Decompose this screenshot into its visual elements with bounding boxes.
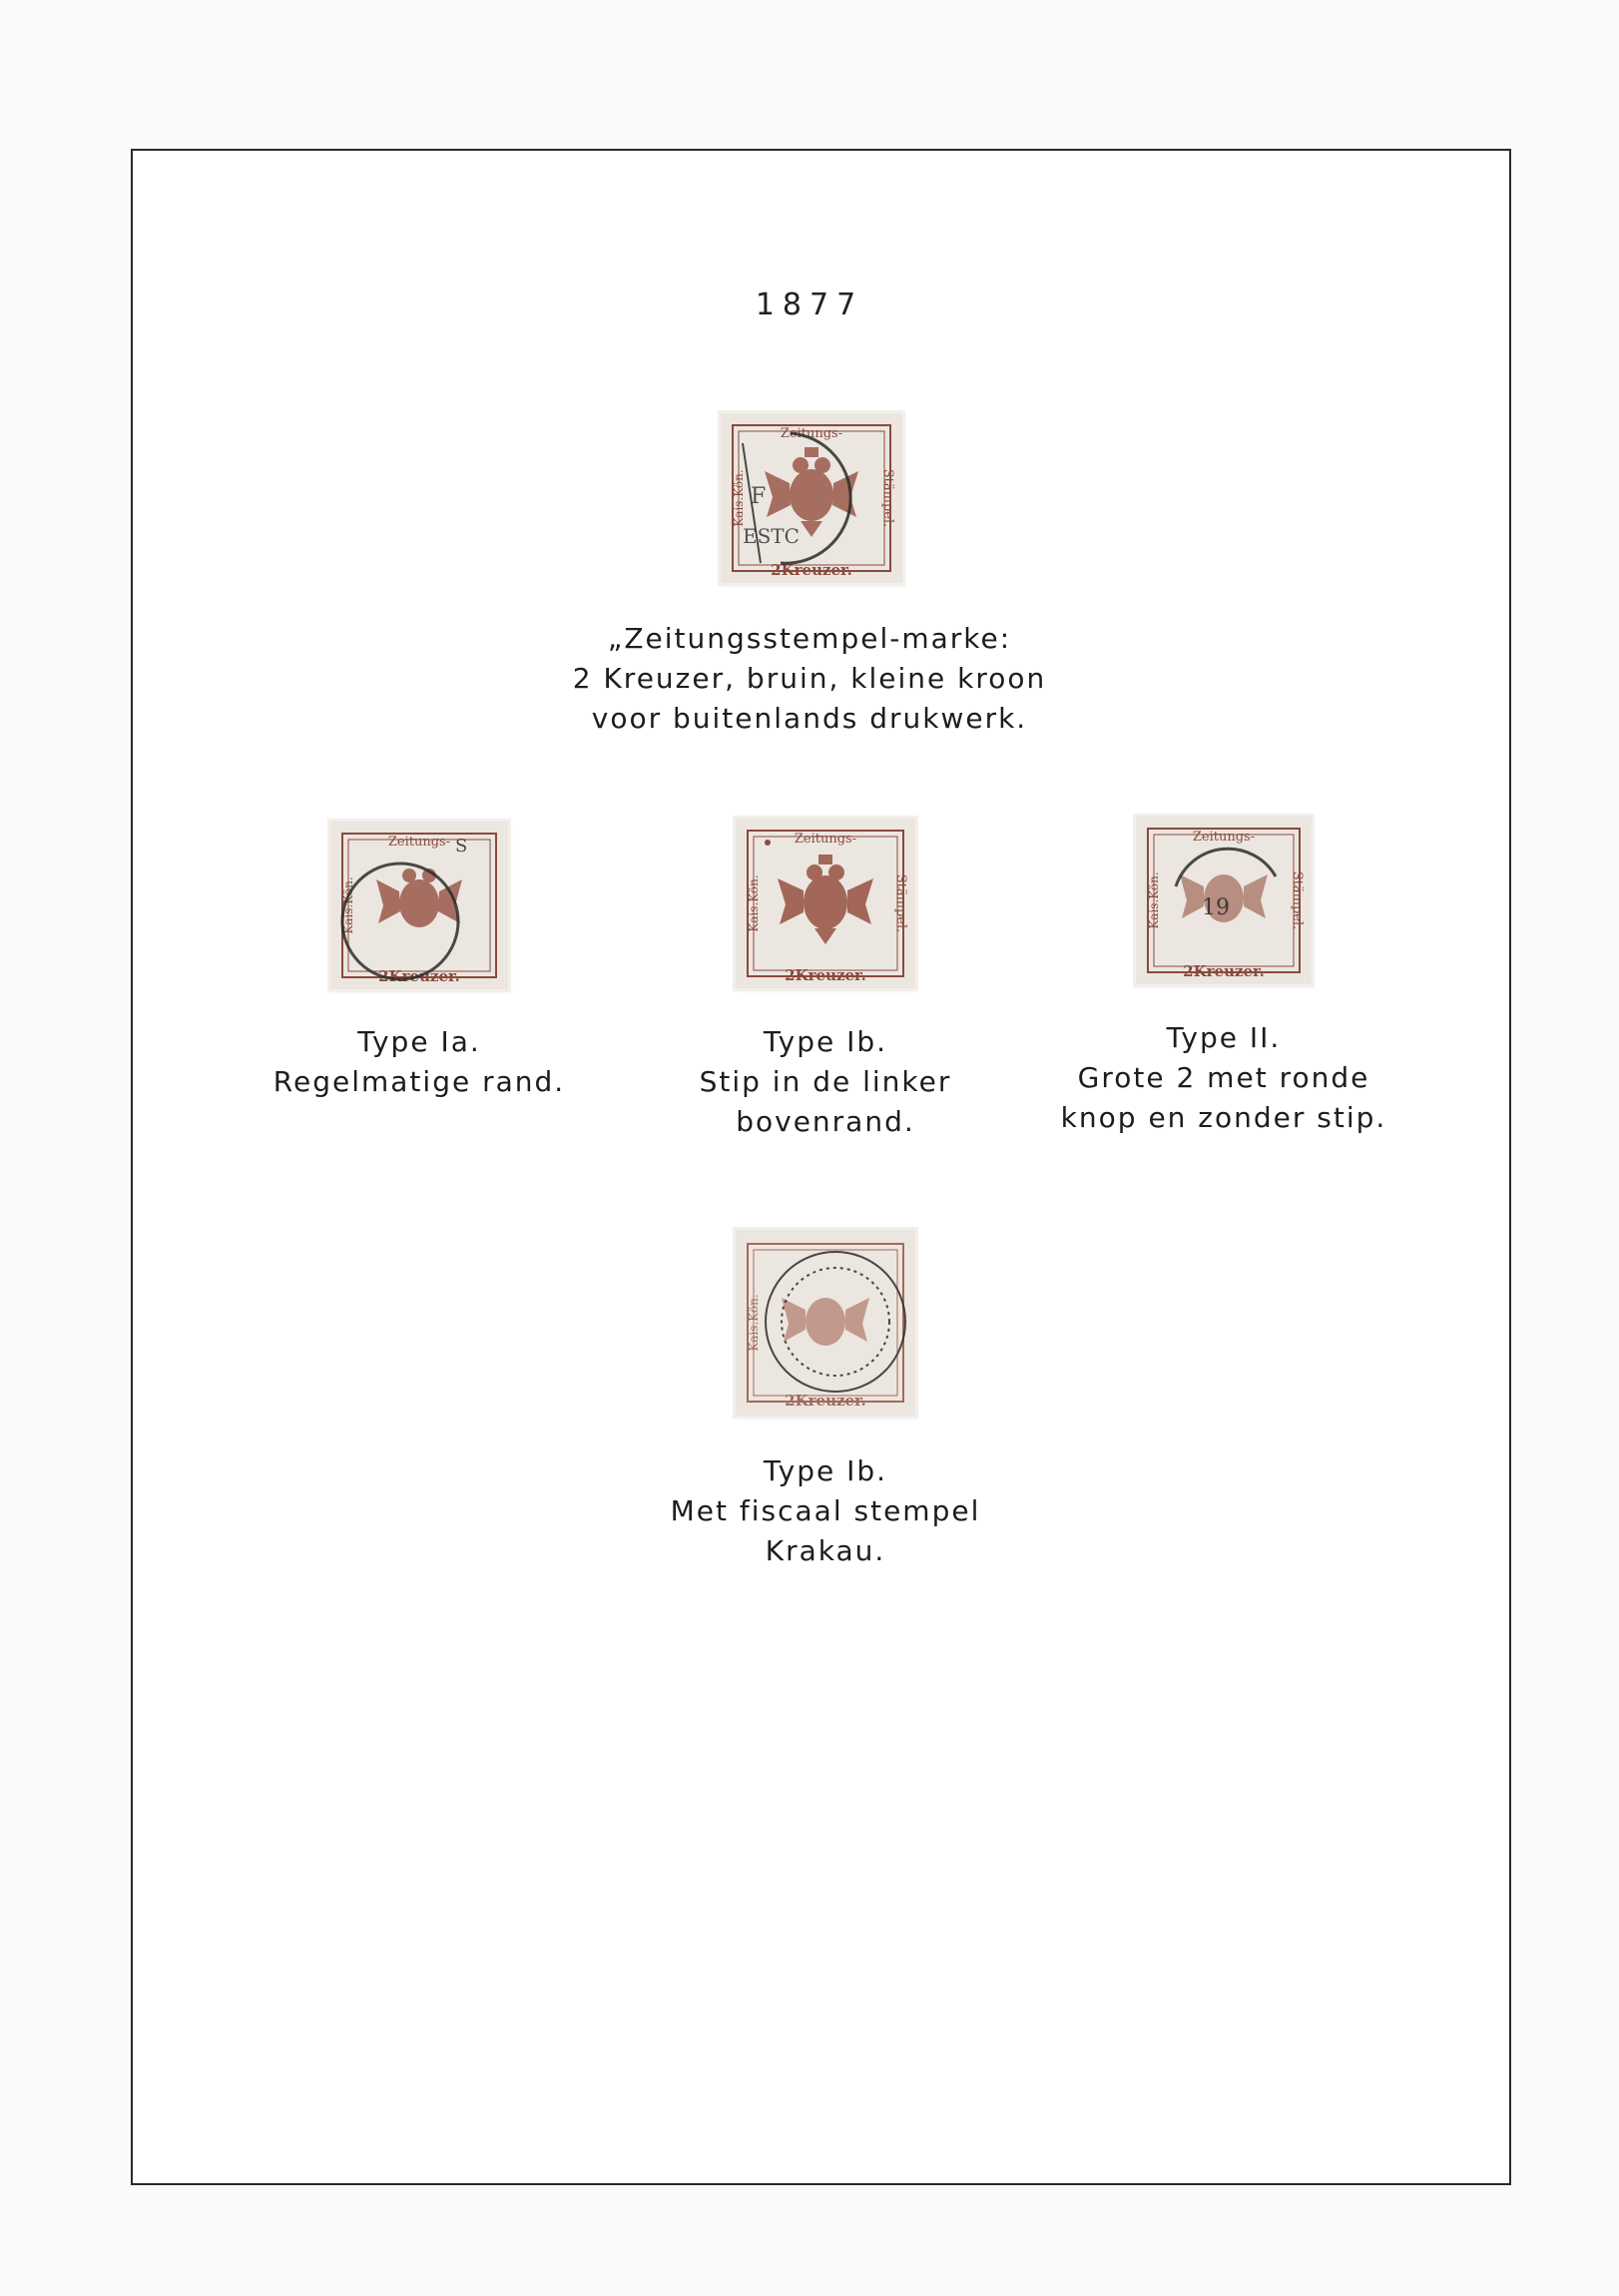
stamp-main-top-text: Zeitungs-	[780, 426, 843, 441]
caption-line: Type II.	[1166, 1021, 1282, 1054]
stamp-bottom-text: 2Kreuzer.	[785, 1392, 866, 1410]
page-year: 1877	[755, 287, 864, 322]
stamp-left-text: Kais.Kön.	[747, 1294, 761, 1352]
stamp-left-text: Kais.Kön.	[747, 874, 761, 932]
stamp-top-text: Zeitungs-	[794, 832, 857, 847]
stamp-type-ia-image	[330, 822, 508, 989]
stamp-top-text: Zeitungs-	[387, 835, 451, 850]
stamp-bottom-text: 2Kreuzer.	[785, 966, 866, 984]
stamp-type-ii-image	[1136, 817, 1312, 984]
caption-line: Type Ia.	[357, 1025, 481, 1058]
stamp-type-ib	[736, 819, 915, 988]
main-caption	[530, 619, 1089, 739]
main-caption-line: 2 Kreuzer, bruin, kleine kroon	[572, 662, 1047, 695]
stamp-type-ib-fiscal	[736, 1230, 915, 1416]
caption-type-ia	[230, 1022, 609, 1102]
stamp-right-text: Stämpel.	[1290, 870, 1305, 930]
stamp-main	[721, 413, 902, 583]
caption-line: Stip in de linker	[699, 1065, 952, 1098]
stamp-main-left-text: Kais.Kön.	[732, 469, 746, 527]
stamp-main-right-text: Stämpel.	[880, 468, 895, 528]
stamp-bottom-text: 2Kreuzer.	[1183, 962, 1265, 980]
caption-line: Regelmatige rand.	[272, 1065, 566, 1098]
stamp-left-text: Kais.Kön.	[341, 876, 355, 934]
stamp-type-ib-fiscal-image	[736, 1230, 915, 1416]
svg-text:ESTC: ESTC	[743, 524, 800, 548]
caption-type-ib-fiscal	[636, 1451, 1015, 1571]
caption-line: Type Ib.	[763, 1025, 888, 1058]
stamp-bottom-text: 2Kreuzer.	[378, 967, 460, 985]
caption-line: Grote 2 met ronde	[1077, 1061, 1370, 1094]
caption-line: knop en zonder stip.	[1060, 1101, 1387, 1134]
svg-text:F: F	[751, 484, 767, 509]
stamp-main-bottom-text: 2Kreuzer.	[771, 561, 852, 579]
stamp-right-text: Stämpel.	[893, 873, 908, 933]
stamp-main-image	[721, 413, 902, 583]
main-caption-line: „Zeitungsstempel-marke:	[607, 622, 1012, 655]
caption-line: bovenrand.	[736, 1105, 915, 1138]
stamp-type-ii	[1136, 817, 1312, 984]
stamp-top-text: Zeitungs-	[1192, 830, 1256, 845]
stamp-type-ia	[330, 822, 508, 989]
svg-text:19: 19	[1202, 895, 1230, 920]
stamp-left-text: Kais.Kön.	[1147, 871, 1161, 929]
stamp-type-ib-image	[736, 819, 915, 988]
svg-text:S: S	[455, 836, 468, 857]
caption-type-ii	[1034, 1018, 1413, 1138]
caption-line: Krakau.	[765, 1534, 886, 1567]
caption-line: Met fiscaal stempel	[670, 1494, 981, 1527]
main-caption-line: voor buitenlands drukwerk.	[591, 702, 1028, 735]
caption-line: Type Ib.	[763, 1454, 888, 1487]
caption-type-ib	[636, 1022, 1015, 1142]
